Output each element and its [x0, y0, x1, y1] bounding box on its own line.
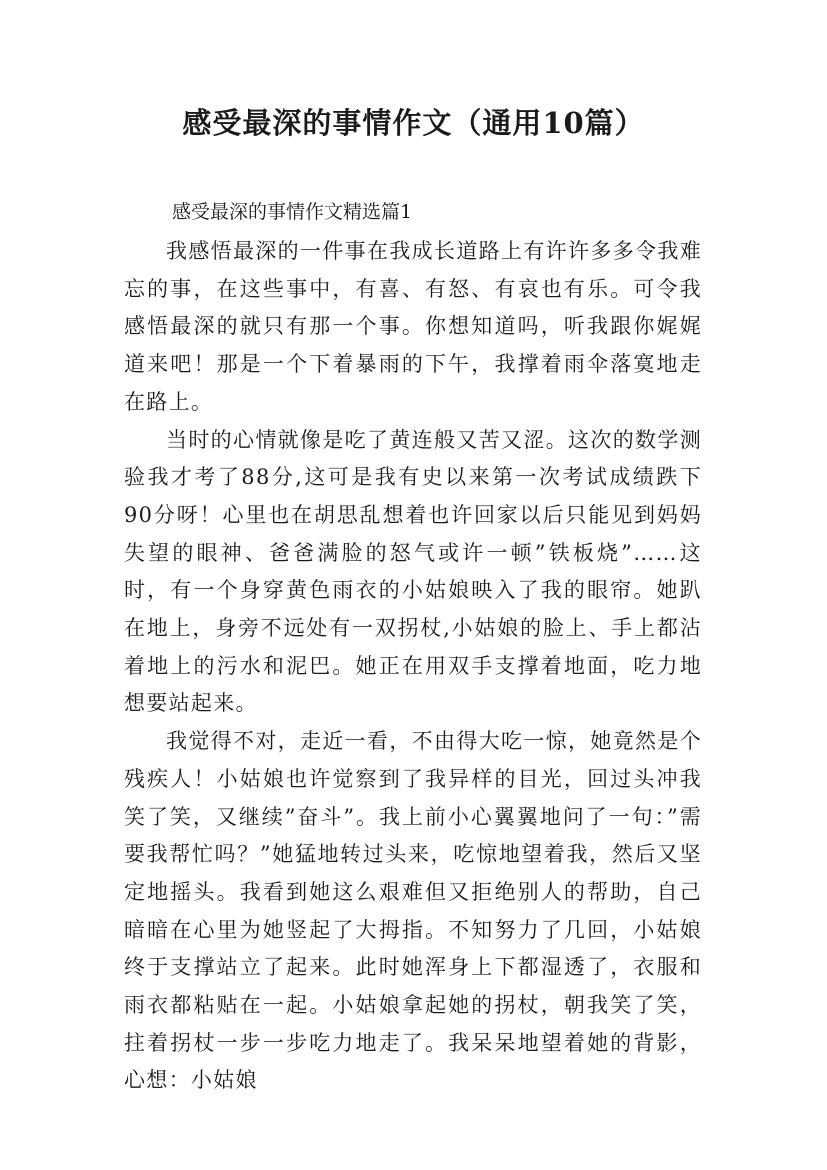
section-heading: 感受最深的事情作文精选篇1: [172, 201, 413, 223]
paragraph: 当时的心情就像是吃了黄连般又苦又涩。这次的数学测验我才考了88分,这可是我有史以来第一次考试成绩跌下90分呀！心里也在胡思乱想着也许回家以后只能见到妈妈失望的眼神、爸爸满脸的怒气或许一顿”铁板烧”……这时，有一个身穿黄色雨衣的小姑娘映入了我的眼帘。她趴在地上，身旁不远处有一双拐杖,小姑娘的脸上、手上都沾着地上的污水和泥巴。她正在用双手支撑着地面，吃力地想要站起来。: [124, 427, 702, 716]
article-body: [124, 233, 702, 1100]
paragraph: 我感悟最深的一件事在我成长道路上有许许多多令我难忘的事，在这些事中，有喜、有怒、有哀也有乐。可令我感悟最深的就只有那一个事。你想知道吗，听我跟你娓娓道来吧！那是一个下着暴雨的下午，我撑着雨伞落寞地走在路上。: [124, 239, 702, 414]
paragraph: 我觉得不对，走近一看，不由得大吃一惊，她竟然是个残疾人！小姑娘也许觉察到了我异样的目光，回过头冲我笑了笑，又继续”奋斗”。我上前小心翼翼地问了一句：”需要我帮忙吗？”她猛地转过头来，吃惊地望着我，然后又坚定地摇头。我看到她这么艰难但又拒绝别人的帮助，自己暗暗在心里为她竖起了大拇指。不知努力了几回，小姑娘终于支撑站立了起来。此时她浑身上下都湿透了，衣服和雨衣都粘贴在一起。小姑娘拿起她的拐杖，朝我笑了笑，拄着拐杖一步一步吃力地走了。我呆呆地望着她的背影，心想：小姑娘: [124, 729, 702, 1093]
document-title: 感受最深的事情作文（通用10篇）: [182, 106, 645, 140]
